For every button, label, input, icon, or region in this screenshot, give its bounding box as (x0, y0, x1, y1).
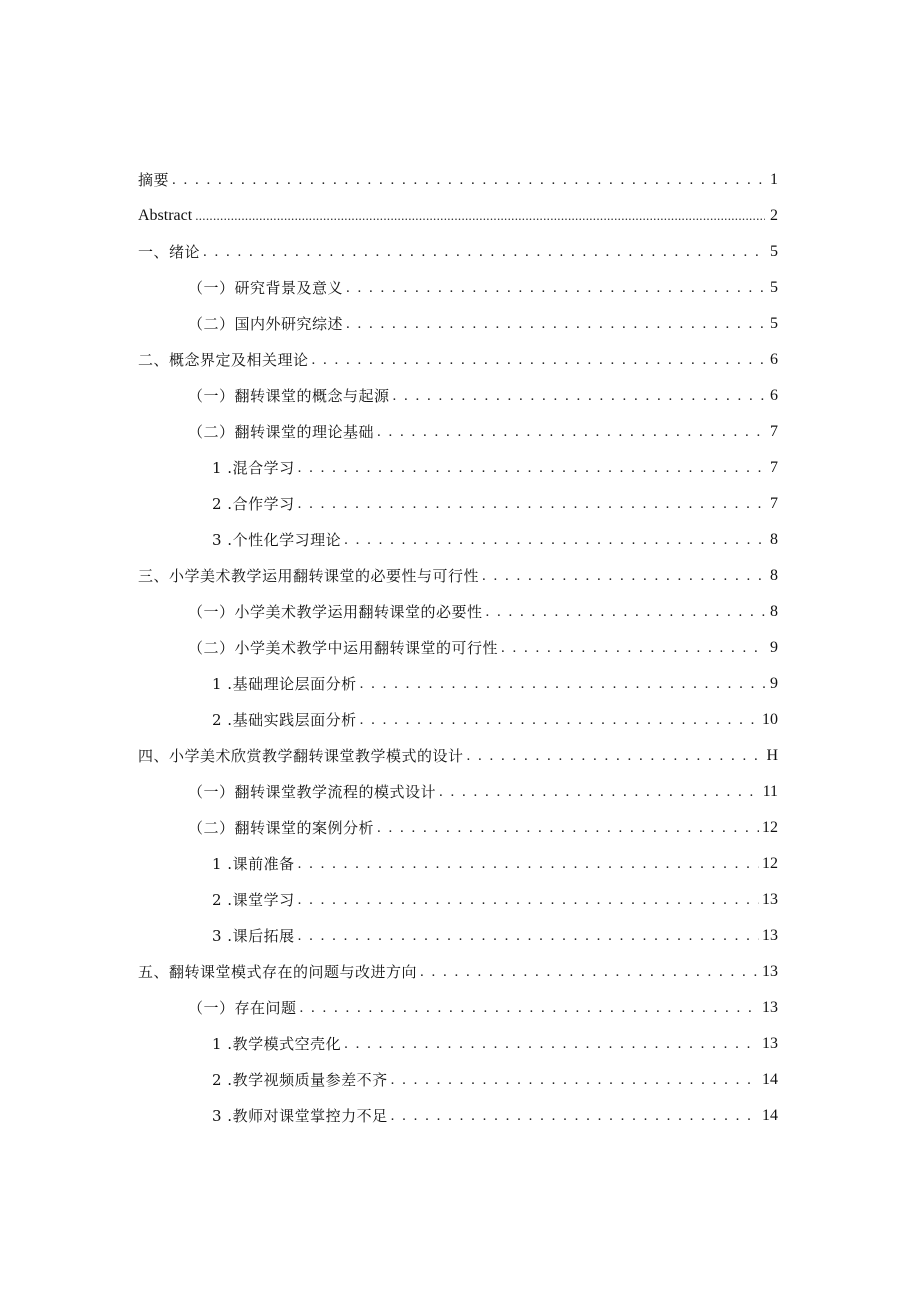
toc-entry-title: 2 .基础实践层面分析 (212, 711, 357, 729)
toc-entry-title: 3 .课后拓展 (212, 927, 295, 945)
toc-dot-leader (346, 314, 765, 334)
toc-entry-page-number: 5 (770, 315, 778, 332)
toc-entry-page-number: 6 (770, 351, 778, 368)
toc-entry[interactable] (138, 594, 778, 630)
toc-entry[interactable] (138, 450, 778, 486)
toc-entry[interactable] (138, 630, 778, 666)
toc-dot-leader (195, 206, 765, 226)
toc-entry-page-number: 14 (762, 1071, 778, 1088)
toc-dot-leader (482, 566, 765, 586)
toc-dot-leader (344, 1034, 759, 1054)
toc-entry-page-number: 14 (762, 1107, 778, 1124)
toc-entry-title: 3 .教师对课堂掌控力不足 (212, 1107, 388, 1125)
toc-entry-title: 2 .课堂学习 (212, 891, 295, 909)
toc-dot-leader (298, 854, 759, 874)
toc-entry-title: 四、小学美术欣赏教学翻转课堂教学模式的设计 (138, 747, 464, 765)
toc-entry-page-number: 5 (770, 243, 778, 260)
toc-dot-leader (344, 530, 765, 550)
toc-entry-title: 2 .合作学习 (212, 495, 295, 513)
toc-entry-page-number: 2 (770, 207, 778, 224)
toc-entry[interactable] (138, 882, 778, 918)
toc-dot-leader (467, 746, 764, 766)
toc-entry-title: 1 .课前准备 (212, 855, 295, 873)
toc-dot-leader (391, 1106, 759, 1126)
toc-entry[interactable] (138, 162, 778, 198)
toc-dot-leader (203, 242, 765, 262)
toc-entry-title: Abstract (138, 207, 193, 224)
toc-dot-leader (346, 278, 765, 298)
toc-entry-page-number: 9 (770, 639, 778, 656)
toc-dot-leader (300, 998, 759, 1018)
toc-entry-title: 五、翻转课堂模式存在的问题与改进方向 (138, 963, 418, 981)
toc-entry[interactable] (138, 198, 778, 234)
toc-entry-page-number: 1 (770, 171, 778, 188)
toc-entry[interactable] (138, 774, 778, 810)
toc-entry-title: （一）存在问题 (188, 999, 297, 1017)
toc-entry-title: 二、概念界定及相关理论 (138, 351, 309, 369)
toc-entry-title: （二）翻转课堂的理论基础 (188, 423, 375, 441)
toc-entry[interactable] (138, 1062, 778, 1098)
toc-dot-leader (486, 602, 765, 622)
toc-entry-title: 1 .基础理论层面分析 (212, 675, 357, 693)
toc-dot-leader (298, 494, 765, 514)
toc-dot-leader (393, 386, 765, 406)
toc-dot-leader (439, 782, 760, 802)
toc-entry-page-number: 6 (770, 387, 778, 404)
toc-entry-title: （二）国内外研究综述 (188, 315, 344, 333)
toc-dot-leader (360, 674, 765, 694)
toc-dot-leader (298, 890, 759, 910)
toc-dot-leader (420, 962, 759, 982)
toc-entry[interactable] (138, 270, 778, 306)
toc-entry-page-number: 5 (770, 279, 778, 296)
table-of-contents (138, 162, 778, 1134)
toc-dot-leader (360, 710, 759, 730)
toc-dot-leader (298, 458, 765, 478)
toc-entry-title: （二）翻转课堂的案例分析 (188, 819, 375, 837)
toc-entry-page-number: 10 (762, 711, 778, 728)
toc-entry[interactable] (138, 486, 778, 522)
toc-entry-title: （一）翻转课堂的概念与起源 (188, 387, 390, 405)
toc-entry-title: 3 .个性化学习理论 (212, 531, 342, 549)
toc-entry[interactable] (138, 1026, 778, 1062)
toc-entry[interactable] (138, 378, 778, 414)
toc-entry-page-number: H (766, 747, 778, 764)
toc-dot-leader (377, 422, 765, 442)
toc-entry-page-number: 13 (762, 927, 778, 944)
toc-entry-page-number: 12 (762, 855, 778, 872)
toc-entry[interactable] (138, 990, 778, 1026)
toc-entry[interactable] (138, 522, 778, 558)
toc-entry-page-number: 13 (762, 963, 778, 980)
toc-entry-page-number: 8 (770, 531, 778, 548)
toc-entry-title: 一、绪论 (138, 243, 201, 261)
toc-entry-page-number: 7 (770, 495, 778, 512)
toc-entry[interactable] (138, 702, 778, 738)
toc-entry-page-number: 11 (762, 783, 778, 800)
toc-entry[interactable] (138, 918, 778, 954)
toc-entry[interactable] (138, 1098, 778, 1134)
toc-entry[interactable] (138, 846, 778, 882)
toc-entry-page-number: 12 (762, 819, 778, 836)
toc-entry-title: （二）小学美术教学中运用翻转课堂的可行性 (188, 639, 499, 657)
toc-entry[interactable] (138, 414, 778, 450)
toc-dot-leader (391, 1070, 759, 1090)
toc-entry[interactable] (138, 558, 778, 594)
toc-entry-title: 摘要 (138, 171, 170, 189)
toc-dot-leader (172, 170, 765, 190)
toc-entry-page-number: 7 (770, 459, 778, 476)
toc-dot-leader (377, 818, 759, 838)
toc-entry[interactable] (138, 342, 778, 378)
toc-entry[interactable] (138, 306, 778, 342)
toc-entry-title: 三、小学美术教学运用翻转课堂的必要性与可行性 (138, 567, 480, 585)
toc-entry-page-number: 13 (762, 891, 778, 908)
toc-entry-page-number: 8 (770, 567, 778, 584)
toc-entry-title: （一）研究背景及意义 (188, 279, 344, 297)
toc-entry-title: 1 .混合学习 (212, 459, 295, 477)
toc-entry-title: 1 .教学模式空壳化 (212, 1035, 342, 1053)
toc-entry-page-number: 7 (770, 423, 778, 440)
toc-entry-page-number: 9 (770, 675, 778, 692)
toc-entry-page-number: 13 (762, 999, 778, 1016)
toc-entry[interactable] (138, 666, 778, 702)
toc-entry-title: （一）翻转课堂教学流程的模式设计 (188, 783, 437, 801)
toc-dot-leader (501, 638, 765, 658)
toc-entry-title: 2 .教学视频质量参差不齐 (212, 1071, 388, 1089)
toc-dot-leader (312, 350, 765, 370)
toc-entry-page-number: 8 (770, 603, 778, 620)
toc-entry[interactable] (138, 234, 778, 270)
toc-entry[interactable] (138, 738, 778, 774)
toc-entry-page-number: 13 (762, 1035, 778, 1052)
toc-entry[interactable] (138, 810, 778, 846)
toc-entry-title: （一）小学美术教学运用翻转课堂的必要性 (188, 603, 483, 621)
toc-entry[interactable] (138, 954, 778, 990)
toc-dot-leader (298, 926, 759, 946)
